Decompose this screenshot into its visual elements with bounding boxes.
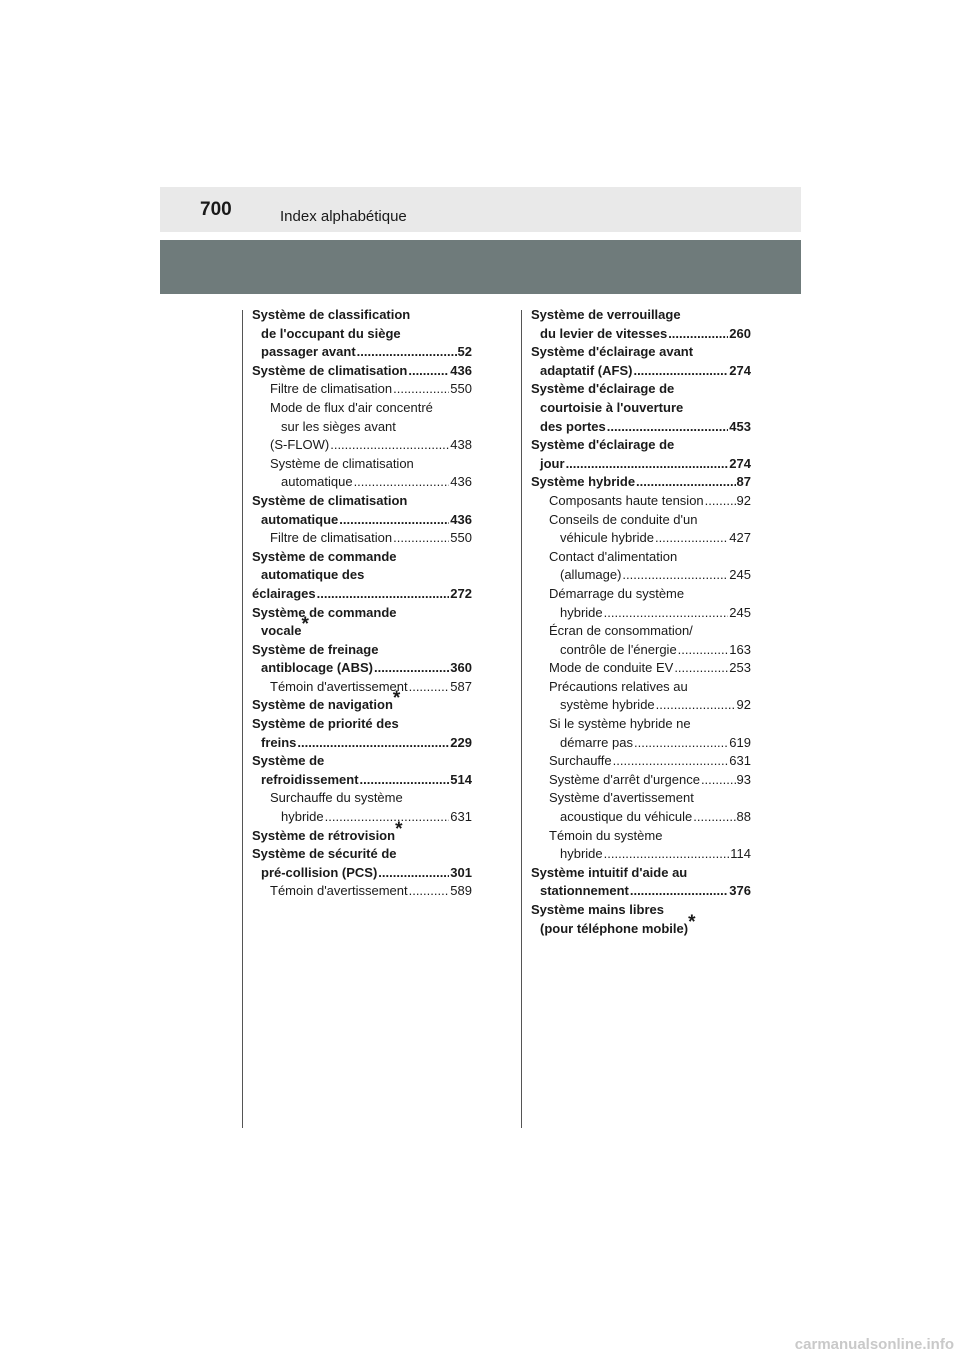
entry-text: Système de rétrovision	[252, 827, 396, 843]
entry-text: Si le système hybride ne	[549, 716, 691, 732]
entry-text: Système de sécurité de	[252, 846, 397, 862]
entry-text: Filtre de climatisation	[270, 530, 393, 546]
entry-text: Surchauffe	[549, 753, 612, 769]
page-reference: 427	[729, 530, 751, 546]
index-entry	[531, 808, 751, 827]
dot-leader	[656, 696, 736, 715]
index-entry	[252, 306, 472, 325]
asterisk-marker: *	[395, 818, 403, 840]
entry-text: Témoin d'avertissement	[270, 678, 408, 694]
page-reference: 587	[450, 678, 472, 694]
entry-text: Témoin d'avertissement	[270, 883, 408, 899]
page-reference: 260	[729, 325, 751, 341]
page-reference: 245	[729, 567, 751, 583]
index-entry	[531, 715, 751, 734]
entry-text: de l'occupant du siège	[261, 325, 401, 341]
dot-leader	[408, 362, 449, 381]
index-entry	[531, 399, 751, 418]
index-entry	[531, 343, 751, 362]
page-reference: 550	[450, 530, 472, 546]
page-reference: 436	[450, 362, 472, 378]
dot-leader	[409, 678, 450, 697]
index-entry	[252, 752, 472, 771]
entry-text: du levier de vitesses	[540, 325, 668, 341]
index-entry	[252, 511, 472, 530]
index-entry	[531, 604, 751, 623]
page-reference: 92	[736, 697, 751, 713]
index-entry	[252, 789, 472, 808]
entry-text: Système de commande	[252, 548, 397, 564]
index-entry	[531, 306, 751, 325]
page-reference: 93	[736, 771, 751, 787]
index-column-right	[531, 306, 751, 938]
entry-text: (allumage)	[560, 567, 622, 583]
page-number: 700	[200, 199, 232, 220]
dot-leader	[330, 436, 449, 455]
index-entry	[531, 901, 751, 920]
page-reference: 550	[450, 381, 472, 397]
watermark: carmanualsonline.info	[794, 1336, 954, 1353]
index-entry	[252, 715, 472, 734]
index-entry	[252, 882, 472, 901]
entry-text: Système de	[252, 753, 325, 769]
entry-text: passager avant	[261, 344, 356, 360]
entry-text: Composants haute tension	[549, 492, 704, 508]
entry-text: Système mains libres	[531, 902, 664, 917]
entry-text: Système d'éclairage de	[531, 381, 675, 397]
entry-text: Écran de consommation/	[549, 623, 693, 639]
entry-text: hybride	[560, 846, 603, 862]
index-entry	[252, 362, 472, 381]
entry-text: (pour téléphone mobile)	[540, 920, 689, 936]
index-entry	[252, 455, 472, 474]
entry-text: Système de navigation	[252, 697, 393, 713]
index-entry	[252, 864, 472, 883]
dot-leader	[622, 566, 728, 585]
entry-text: hybride	[560, 604, 603, 620]
entry-text: Système d'arrêt d'urgence	[549, 771, 700, 787]
index-entry	[531, 827, 751, 846]
page-reference: 376	[729, 883, 751, 899]
page-reference: 631	[450, 809, 472, 825]
index-entry	[531, 864, 751, 883]
dot-leader	[357, 343, 457, 362]
dot-leader	[655, 529, 728, 548]
entry-text: Système d'éclairage de	[531, 437, 675, 453]
entry-text: Système d'avertissement	[549, 790, 694, 806]
page-reference: 301	[450, 864, 472, 880]
dot-leader	[674, 659, 728, 678]
index-entry	[252, 380, 472, 399]
dot-leader	[678, 641, 729, 660]
entry-text: Système de climatisation	[270, 455, 414, 471]
index-entry	[252, 678, 472, 697]
index-entry	[252, 818, 472, 846]
page-reference: 245	[729, 604, 751, 620]
index-entry	[252, 343, 472, 362]
index-entry	[252, 566, 472, 585]
entry-text: Système d'éclairage avant	[531, 344, 694, 360]
index-entry	[531, 641, 751, 660]
entry-text: Témoin du système	[549, 827, 663, 843]
page-reference: 360	[450, 660, 472, 676]
entry-text: des portes	[540, 418, 606, 434]
section-band	[160, 240, 801, 294]
index-entry	[531, 734, 751, 753]
index-entry	[531, 696, 751, 715]
column-divider-left	[242, 310, 243, 1128]
entry-text: contrôle de l'énergie	[560, 641, 677, 657]
entry-text: jour	[540, 455, 565, 471]
page-reference: 163	[729, 641, 751, 657]
page-reference: 229	[450, 734, 472, 750]
dot-leader	[393, 380, 449, 399]
entry-text: (S-FLOW)	[270, 437, 330, 453]
entry-text: antiblocage (ABS)	[261, 660, 373, 676]
page-reference: 253	[729, 660, 751, 676]
index-entry	[531, 585, 751, 604]
entry-text: Mode de conduite EV	[549, 660, 674, 676]
entry-text: éclairages	[252, 585, 316, 601]
page-reference: 619	[729, 734, 751, 750]
index-entry	[252, 436, 472, 455]
dot-leader	[634, 734, 728, 753]
entry-text: automatique des	[261, 567, 365, 583]
dot-leader	[378, 864, 449, 883]
index-entry	[531, 659, 751, 678]
index-entry	[252, 325, 472, 344]
dot-leader	[668, 325, 728, 344]
dot-leader	[409, 882, 450, 901]
page-reference: 52	[457, 344, 472, 360]
dot-leader	[339, 511, 449, 530]
dot-leader	[636, 473, 735, 492]
page-reference: 88	[736, 809, 751, 825]
index-entry	[531, 529, 751, 548]
dot-leader	[633, 362, 728, 381]
index-entry	[531, 789, 751, 808]
index-entry	[531, 752, 751, 771]
entry-text: système hybride	[560, 697, 655, 713]
entry-text: Système de verrouillage	[531, 307, 681, 322]
dot-leader	[317, 585, 450, 604]
index-entry	[531, 455, 751, 474]
index-entry	[252, 688, 472, 715]
entry-text: Filtre de climatisation	[270, 381, 393, 397]
entry-text: Précautions relatives au	[549, 678, 688, 694]
asterisk-marker: *	[392, 688, 401, 710]
dot-leader	[604, 845, 730, 864]
index-entry	[252, 418, 472, 437]
index-entry	[252, 473, 472, 492]
index-entry	[531, 492, 751, 511]
page-reference: 87	[736, 474, 751, 490]
entry-text: adaptatif (AFS)	[540, 362, 633, 378]
dot-leader	[325, 808, 450, 827]
dot-leader	[393, 529, 449, 548]
index-entry	[252, 845, 472, 864]
entry-text: refroidissement	[261, 771, 359, 787]
index-entry	[531, 566, 751, 585]
column-divider-right	[521, 310, 522, 1128]
index-entry	[531, 511, 751, 530]
dot-leader	[693, 808, 735, 827]
index-entry	[252, 734, 472, 753]
page-title: Index alphabétique	[280, 208, 407, 225]
entry-text: Surchauffe du système	[270, 790, 403, 806]
entry-text: vocale	[261, 623, 302, 639]
entry-text: Système de priorité des	[252, 716, 399, 732]
index-entry	[531, 622, 751, 641]
index-entry	[531, 436, 751, 455]
index-entry	[252, 614, 472, 641]
entry-text: Système hybride	[531, 474, 636, 490]
page-reference: 114	[730, 846, 751, 862]
dot-leader	[701, 771, 736, 790]
entry-text: courtoisie à l'ouverture	[540, 399, 684, 415]
entry-text: Système de climatisation	[252, 362, 408, 378]
entry-text: véhicule hybride	[560, 530, 654, 546]
entry-text: hybride	[281, 809, 324, 825]
page-reference: 436	[450, 474, 472, 490]
entry-text: Système intuitif d'aide au	[531, 864, 688, 880]
index-entry	[531, 911, 751, 939]
dot-leader	[630, 882, 728, 901]
dot-leader	[297, 734, 449, 753]
index-entry	[252, 771, 472, 790]
index-entry	[531, 771, 751, 790]
asterisk-marker: *	[301, 614, 309, 636]
index-entry	[531, 882, 751, 901]
dot-leader	[705, 492, 736, 511]
index-entry	[531, 362, 751, 381]
entry-text: acoustique du véhicule	[560, 809, 693, 825]
page-reference: 436	[450, 511, 472, 527]
dot-leader	[354, 473, 450, 492]
index-entry	[531, 380, 751, 399]
index-entry	[252, 399, 472, 418]
dot-leader	[360, 771, 450, 790]
index-entry	[252, 659, 472, 678]
index-entry	[252, 529, 472, 548]
index-entry	[252, 641, 472, 660]
entry-text: Démarrage du système	[549, 585, 685, 601]
page-reference: 274	[729, 455, 751, 471]
index-entry	[531, 418, 751, 437]
dot-leader	[607, 418, 729, 437]
page-reference: 92	[736, 492, 751, 508]
index-entry	[531, 845, 751, 864]
entry-text: démarre pas	[560, 734, 633, 750]
page-reference: 631	[729, 753, 751, 769]
entry-text: Contact d'alimentation	[549, 548, 678, 564]
entry-text: freins	[261, 734, 297, 750]
entry-text: pré-collision (PCS)	[261, 864, 378, 880]
entry-text: Système de commande	[252, 604, 397, 620]
page-reference: 438	[450, 437, 472, 453]
dot-leader	[566, 455, 729, 474]
page-reference: 589	[450, 883, 472, 899]
page-reference: 274	[729, 362, 751, 378]
index-entry	[531, 678, 751, 697]
entry-text: Système de climatisation	[252, 492, 408, 508]
page-reference: 514	[450, 771, 472, 787]
index-entry	[252, 492, 472, 511]
dot-leader	[374, 659, 449, 678]
index-entry	[252, 548, 472, 567]
entry-text: Mode de flux d'air concentré	[270, 399, 433, 415]
page-reference: 453	[729, 418, 751, 434]
index-column-left	[252, 306, 472, 901]
header-bar	[160, 187, 801, 232]
dot-leader	[613, 752, 729, 771]
asterisk-marker: *	[688, 911, 696, 933]
entry-text: automatique	[281, 474, 353, 490]
entry-text: Système de freinage	[252, 641, 379, 657]
entry-text: Conseils de conduite d'un	[549, 511, 698, 527]
entry-text: automatique	[261, 511, 339, 527]
index-entry	[252, 585, 472, 604]
dot-leader	[604, 604, 729, 623]
entry-text: stationnement	[540, 883, 629, 899]
index-entry	[531, 548, 751, 567]
entry-text: sur les sièges avant	[281, 418, 396, 434]
index-entry	[252, 604, 472, 623]
index-entry	[252, 808, 472, 827]
index-entry	[531, 325, 751, 344]
index-entry	[531, 473, 751, 492]
page-reference: 272	[450, 585, 472, 601]
entry-text: Système de classification	[252, 307, 411, 322]
